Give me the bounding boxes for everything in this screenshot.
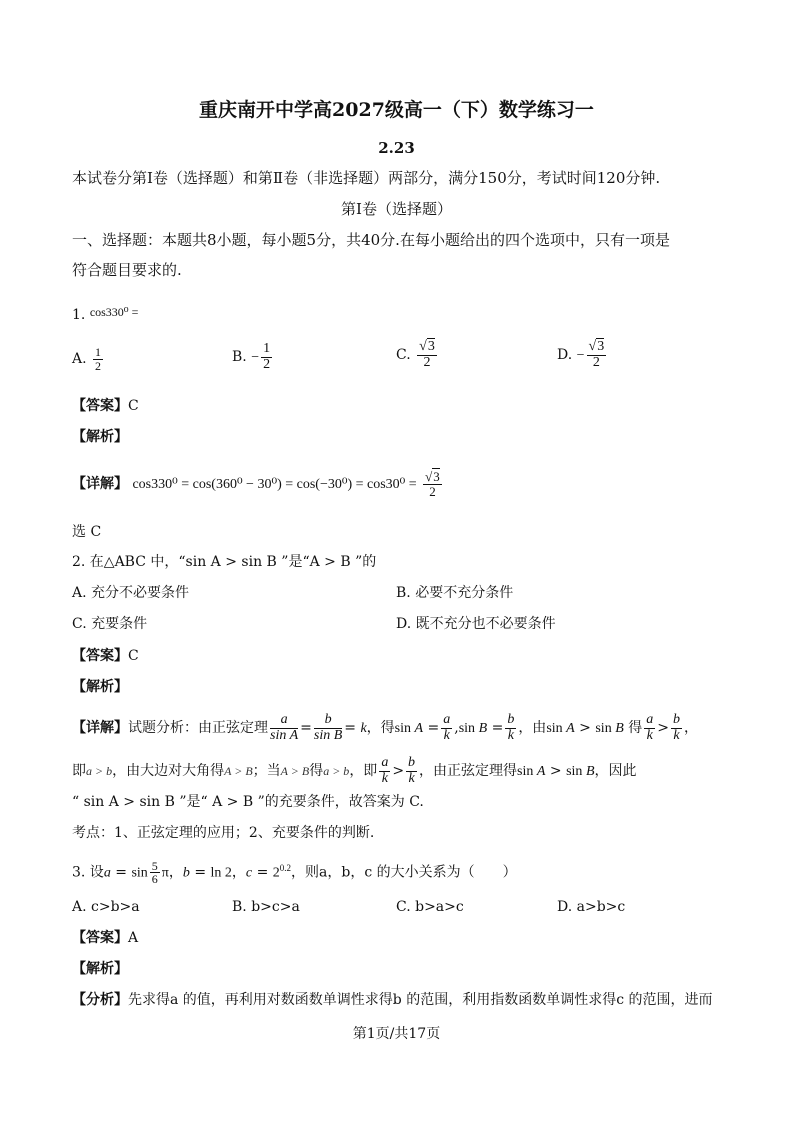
fraction: $\frac{a}{k}$ — [443, 712, 451, 743]
section-one-instructions: 一、选择题：本题共8小题，每小题5分，共40分.在每小题给出的四个选项中，只有一项是 — [72, 231, 670, 249]
q1-answer: 【答案】C — [72, 398, 139, 414]
document-title: 重庆南开中学高2027级高一（下）数学练习一 — [199, 99, 594, 121]
fraction: $\frac{a}{k}$ — [381, 755, 389, 786]
q1-option-c: C. $\frac{√3}{2}$ — [396, 339, 435, 370]
question-stem: cos330⁰ = — [89, 305, 139, 319]
fraction: $\frac{b}{\text{sin B}}$ — [313, 712, 343, 743]
question-2-stem: 2. 在△ABC 中，“sin A > sin B ”是“A > B ”的 — [72, 554, 377, 570]
fraction: $\frac{b}{k}$ — [672, 712, 680, 743]
question-3-stem: 3. 设a = sin $\frac{5}{6}$ π，b = ln 2，$c = 2^{0.2}$，则a，b，c 的大小关系为（ ） — [72, 858, 517, 887]
fraction: $\frac{√3}{2}$ — [588, 339, 605, 370]
question-1 — [72, 302, 138, 325]
q2-detail-line-1: 【详解】试题分析：由正弦定理 $\frac{a}{\text{sin A}}$ = $\frac{b}{\text{sin B}}$ = k，得sin A = $\frac{a}{k}$ ,sin B = $\frac{b}{k}$ ，由sin A > sin B 得 $\frac{a}{k}$ > $\frac{b}{k}$ ， — [72, 712, 698, 743]
q2-analysis-label: 【解析】 — [72, 679, 128, 695]
q1-analysis-label: 【解析】 — [72, 429, 128, 445]
fraction: $\frac{b}{k}$ — [408, 755, 416, 786]
part-one-heading: 第Ⅰ卷（选择题） — [341, 200, 452, 218]
q3-fenxi: 【分析】先求得a 的值，再利用对数函数单调性求得b 的范围，利用指数函数单调性求得c 的范围，进而 — [72, 992, 713, 1008]
q2-detail-line-2: 即a > b，由大边对大角得A > B；当A > B得a > b，即 $\frac{a}{k}$ > $\frac{b}{k}$ ，由正弦定理得sin A > sin B，因此 — [72, 755, 637, 786]
q2-answer: 【答案】C — [72, 648, 139, 664]
q3-option-a: A. c>b>a — [72, 899, 140, 915]
question-number: 1. — [72, 307, 86, 323]
fraction: $\frac{√3}{2}$ — [425, 469, 440, 499]
q2-option-b: B. 必要不充分条件 — [396, 585, 514, 601]
document-date: 2.23 — [378, 139, 415, 157]
fraction: $\frac{1}{2}$ — [95, 345, 102, 373]
fraction: $\frac{b}{k}$ — [507, 712, 515, 743]
q2-kaodian: 考点：1、正弦定理的应用；2、充要条件的判断. — [72, 825, 375, 841]
fraction: $\frac{5}{6}$ — [151, 858, 158, 887]
q1-conclusion: 选 C — [72, 524, 102, 540]
q3-option-d: D. a>b>c — [557, 899, 626, 915]
exam-intro: 本试卷分第Ⅰ卷（选择题）和第Ⅱ卷（非选择题）两部分，满分150分，考试时间120分钟. — [72, 169, 661, 187]
q3-option-c: C. b>a>c — [396, 899, 464, 915]
q1-option-d: D. − $\frac{√3}{2}$ — [557, 339, 605, 370]
q3-analysis-label: 【解析】 — [72, 961, 128, 977]
q2-option-a: A. 充分不必要条件 — [72, 585, 190, 601]
fraction: $\frac{1}{2}$ — [263, 341, 271, 372]
fraction: $\frac{a}{k}$ — [646, 712, 654, 743]
section-one-instructions-cont: 符合题目要求的. — [72, 261, 182, 279]
q3-answer: 【答案】A — [72, 930, 139, 946]
fraction: $\frac{a}{\text{sin A}}$ — [270, 712, 299, 743]
q2-detail-line-3: “ sin A > sin B ”是“ A > B ”的充要条件，故答案为 C. — [72, 794, 424, 810]
q1-detail: 【详解】 cos330⁰ = cos(360⁰ − 30⁰) = cos(−30⁰) = cos30⁰ = $\frac{√3}{2}$ — [72, 469, 440, 499]
page-footer: 第1页/共17页 — [352, 1026, 441, 1042]
q1-option-a: A. $\frac{1}{2}$ — [72, 345, 102, 373]
q3-option-b: B. b>c>a — [232, 899, 300, 915]
fraction: $\frac{√3}{2}$ — [419, 339, 435, 370]
q2-option-d: D. 既不充分也不必要条件 — [396, 616, 556, 632]
q1-option-b: B. − $\frac{1}{2}$ — [232, 341, 271, 372]
q2-option-c: C. 充要条件 — [72, 616, 148, 632]
